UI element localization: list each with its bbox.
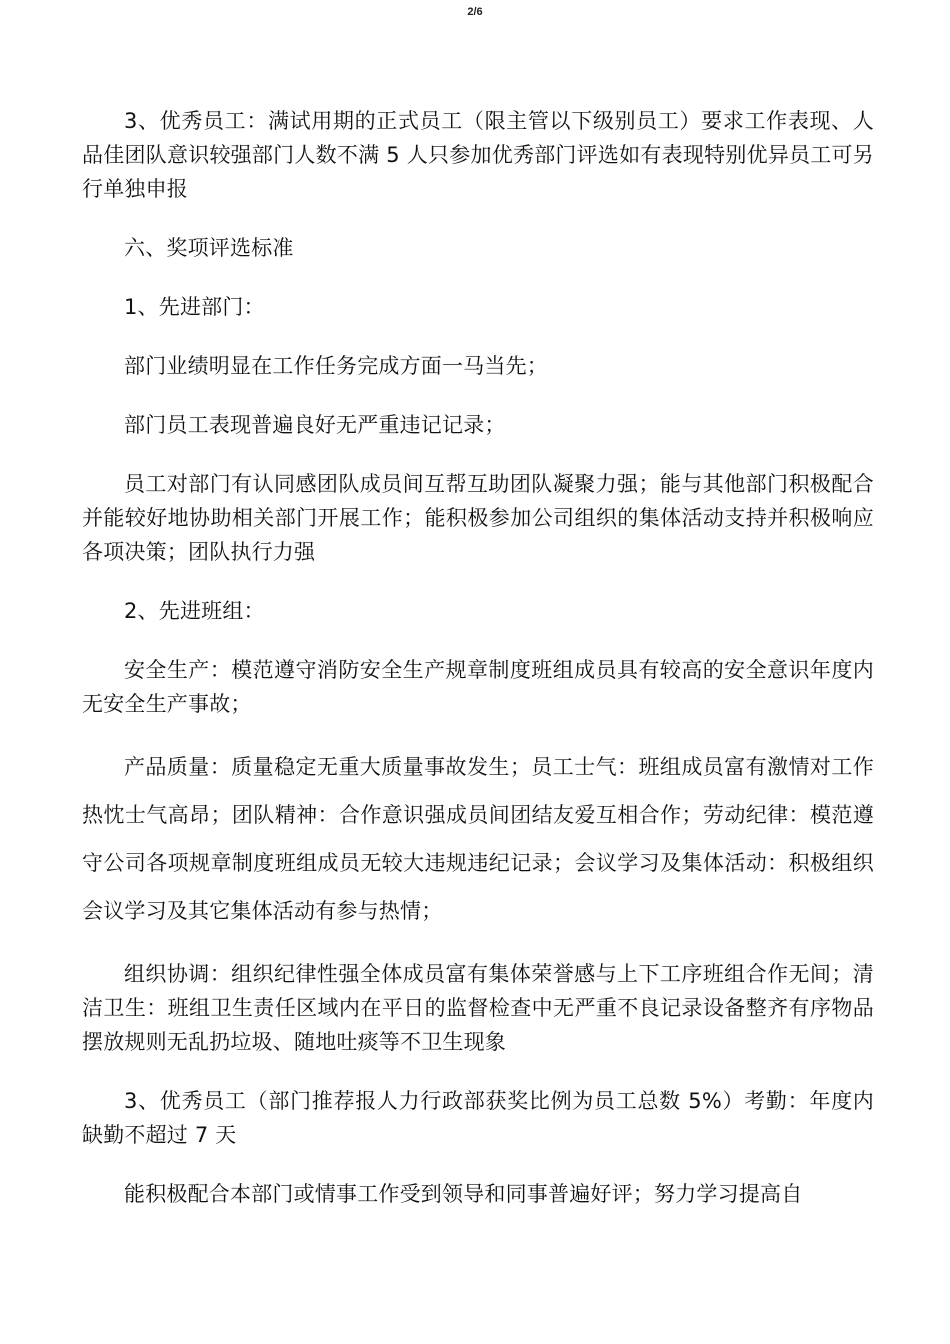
paragraph-safety-production: 安全生产：模范遵守消防安全生产规章制度班组成员具有较高的安全意识年度内无安全生产事故； [82,658,874,716]
subheading-advanced-department: 1、先进部门： [124,295,265,319]
subheading-advanced-team: 2、先进班组： [124,599,265,623]
page-number: 2/6 [467,6,483,18]
paragraph-department-conduct: 部门员工表现普遍良好无严重违记记录； [124,413,506,437]
paragraph-department-teamwork: 员工对部门有认同感团队成员间互帮互助团队凝聚力强；能与其他部门积极配合并能较好地协助相关部门开展工作；能积极参加公司组织的集体活动支持并积极响应各项决策；团队执行力强 [82,472,874,564]
paragraph-excellent-employee-attendance: 3、优秀员工（部门推荐报人力行政部获奖比例为员工总数 5%）考勤：年度内缺勤不超过 7 天 [82,1089,874,1147]
section-heading-award-criteria: 六、奖项评选标准 [124,236,294,260]
paragraph-cooperation: 能积极配合本部门或情事工作受到领导和同事普遍好评；努力学习提高自 [124,1182,803,1206]
paragraph-department-performance: 部门业绩明显在工作任务完成方面一马当先； [124,354,548,378]
paragraph-excellent-employee-eligibility: 3、优秀员工：满试用期的正式员工（限主管以下级别员工）要求工作表现、人品佳团队意识较强部门人数不满 5 人只参加优秀部门评选如有表现特别优异员工可另行单独申报 [82,109,874,201]
document-body [82,104,874,1211]
paragraph-product-quality: 产品质量：质量稳定无重大质量事故发生；员工士气：班组成员富有激情对工作热忱士气高昂；团队精神：合作意识强成员间团结友爱互相合作；劳动纪律：模范遵守公司各项规章制度班组成员无较大违规违纪记录；会议学习及集体活动：积极组织会议学习及其它集体活动有参与热情； [82,755,874,923]
paragraph-organization-cleanliness: 组织协调：组织纪律性强全体成员富有集体荣誉感与上下工序班组合作无间；清洁卫生：班组卫生责任区域内在平日的监督检查中无严重不良记录设备整齐有序物品摆放规则无乱扔垃圾、随地吐痰等不卫生现象 [82,962,874,1054]
